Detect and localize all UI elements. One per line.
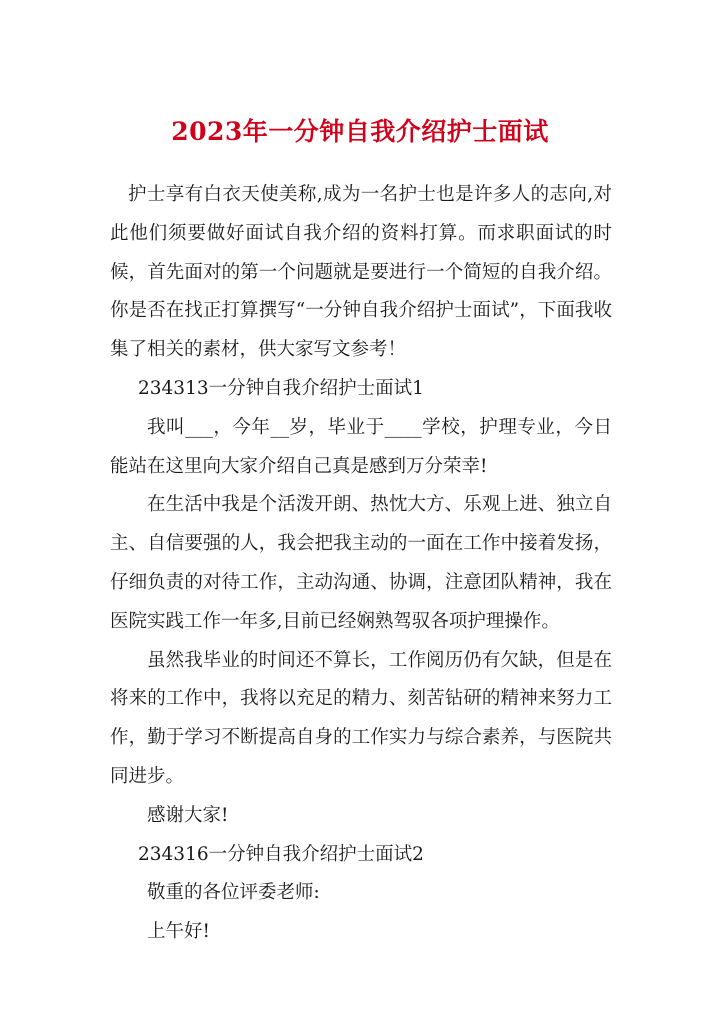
document-body <box>110 176 612 952</box>
salutation-line: 敬重的各位评委老师: <box>147 882 320 904</box>
body-paragraph: 虽然我毕业的时间还不算长，工作阅历仍有欠缺，但是在将来的工作中，我将以充足的精力、刻苦钻研的精神来努力工作，勤于学习不断提高自身的工作实力与综合素养，与医院共同进步。 <box>110 649 612 787</box>
body-paragraph: 我叫___，今年__岁，毕业于____学校，护理专业，今日能站在这里向大家介绍自己真是感到万分荣幸! <box>110 416 612 477</box>
section-heading-1: 234313一分钟自我介绍护士面试1 <box>138 377 424 399</box>
document-title: 2023年一分钟自我介绍护士面试 <box>171 117 549 146</box>
greeting-line: 上午好! <box>147 921 210 943</box>
closing-line: 感谢大家! <box>147 804 229 826</box>
section-heading-2: 234316一分钟自我介绍护士面试2 <box>138 843 424 865</box>
intro-paragraph: 护士享有白衣天使美称,成为一名护士也是许多人的志向,对此他们须要做好面试自我介绍的资料打算。而求职面试的时候，首先面对的第一个问题就是要进行一个简短的自我介绍。你是否在找正打算撰写“一分钟自我介绍护士面试”，下面我收集了相关的素材，供大家写文参考！ <box>110 184 612 361</box>
body-paragraph: 在生活中我是个活泼开朗、热忱大方、乐观上进、独立自主、自信要强的人，我会把我主动的一面在工作中接着发扬，仔细负责的对待工作，主动沟通、协调，注意团队精神，我在医院实践工作一年多,目前已经娴熟驾驭各项护理操作。 <box>110 494 612 632</box>
